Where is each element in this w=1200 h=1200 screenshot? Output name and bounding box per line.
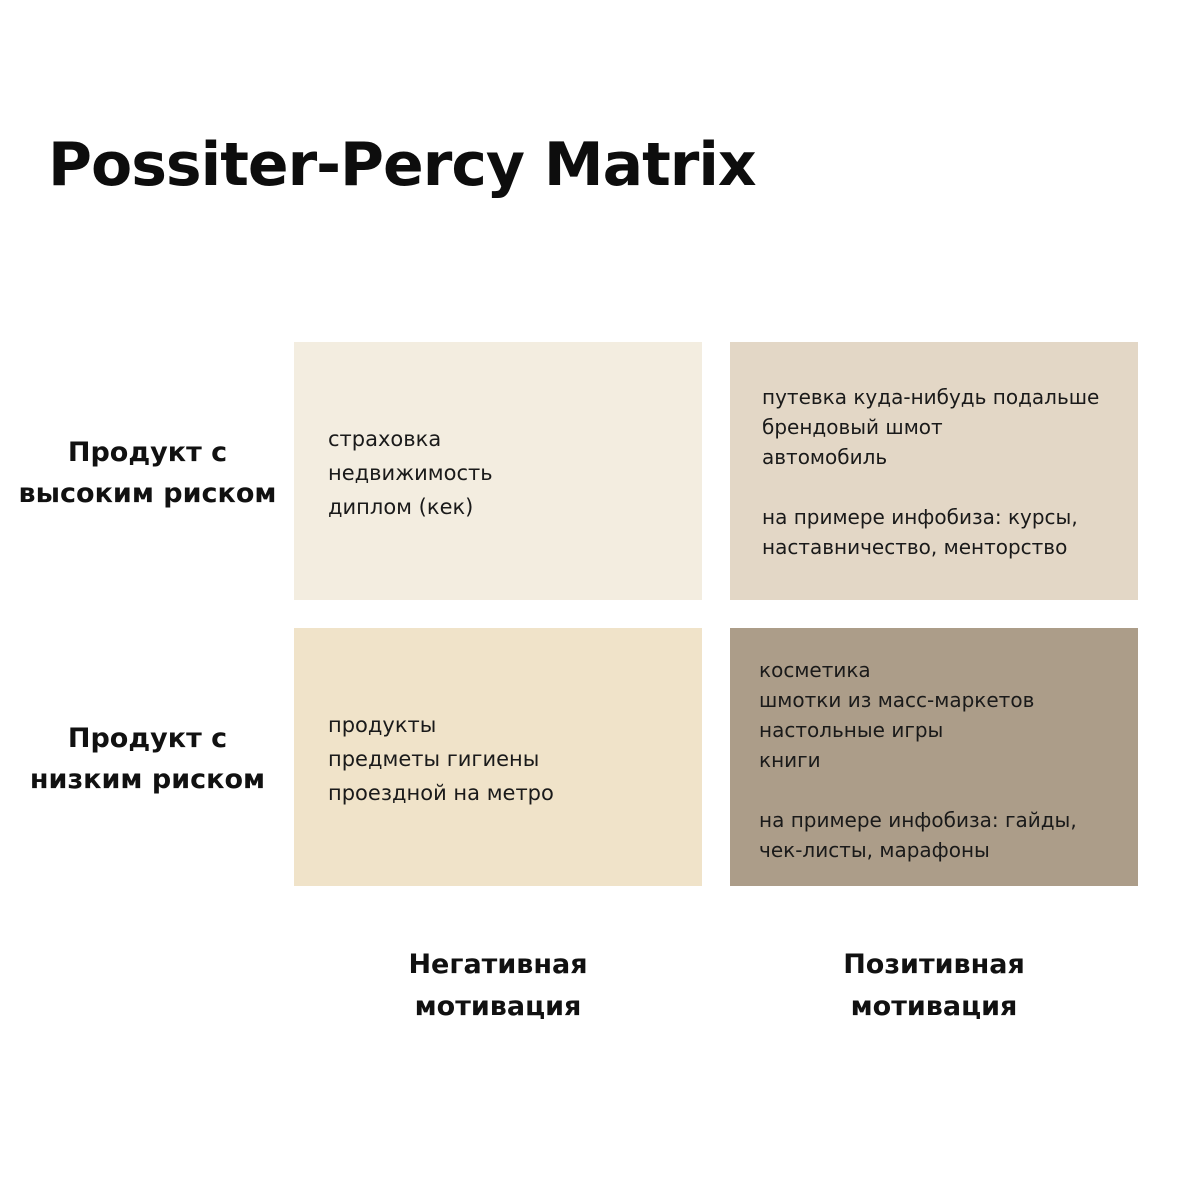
- row-label-low-risk: [0, 718, 295, 800]
- column-label-line: мотивация: [850, 991, 1018, 1022]
- cell-item: проездной на метро: [328, 781, 554, 805]
- row-label-line: низким риском: [29, 764, 266, 795]
- cell-example-line: наставничество, менторство: [762, 535, 1068, 559]
- cell-item: недвижимость: [328, 461, 493, 485]
- row-label-line: высоким риском: [18, 478, 277, 509]
- cell-spacer: [762, 472, 1099, 502]
- cell-item: брендовый шмот: [762, 415, 943, 439]
- column-label-line: Негативная: [408, 949, 588, 980]
- cell-item: книги: [759, 748, 821, 772]
- cell-item: настольные игры: [759, 718, 944, 742]
- cell-item: предметы гигиены: [328, 747, 540, 771]
- cell-item: шмотки из масс-маркетов: [759, 688, 1035, 712]
- cell-item-list: [762, 382, 1099, 562]
- cell-example-line: на примере инфобиза: гайды,: [759, 808, 1077, 832]
- matrix-cell-low-risk-positive: [730, 628, 1138, 886]
- cell-item: путевка куда-нибудь подальше: [762, 385, 1100, 409]
- cell-item: автомобиль: [762, 445, 888, 469]
- cell-example-line: чек-листы, марафоны: [759, 838, 990, 862]
- matrix-cell-low-risk-negative: [294, 628, 702, 886]
- cell-example-line: на примере инфобиза: курсы,: [762, 505, 1078, 529]
- matrix-cell-high-risk-negative: [294, 342, 702, 600]
- row-label-line: Продукт с: [67, 437, 228, 468]
- cell-item: продукты: [328, 713, 437, 737]
- row-label-high-risk: [0, 432, 295, 514]
- page-title: Possiter-Percy Matrix: [48, 130, 756, 200]
- cell-item-list: [328, 422, 493, 524]
- column-label-line: Позитивная: [843, 949, 1025, 980]
- cell-item: косметика: [759, 658, 871, 682]
- cell-item: диплом (кек): [328, 495, 474, 519]
- column-label-negative-motivation: [294, 944, 702, 1028]
- cell-item: страховка: [328, 427, 442, 451]
- cell-item-list: [759, 655, 1077, 865]
- column-label-positive-motivation: [730, 944, 1138, 1028]
- column-label-line: мотивация: [414, 991, 582, 1022]
- cell-spacer: [759, 775, 1077, 805]
- matrix-cell-high-risk-positive: [730, 342, 1138, 600]
- cell-item-list: [328, 708, 554, 810]
- row-label-line: Продукт с: [67, 723, 228, 754]
